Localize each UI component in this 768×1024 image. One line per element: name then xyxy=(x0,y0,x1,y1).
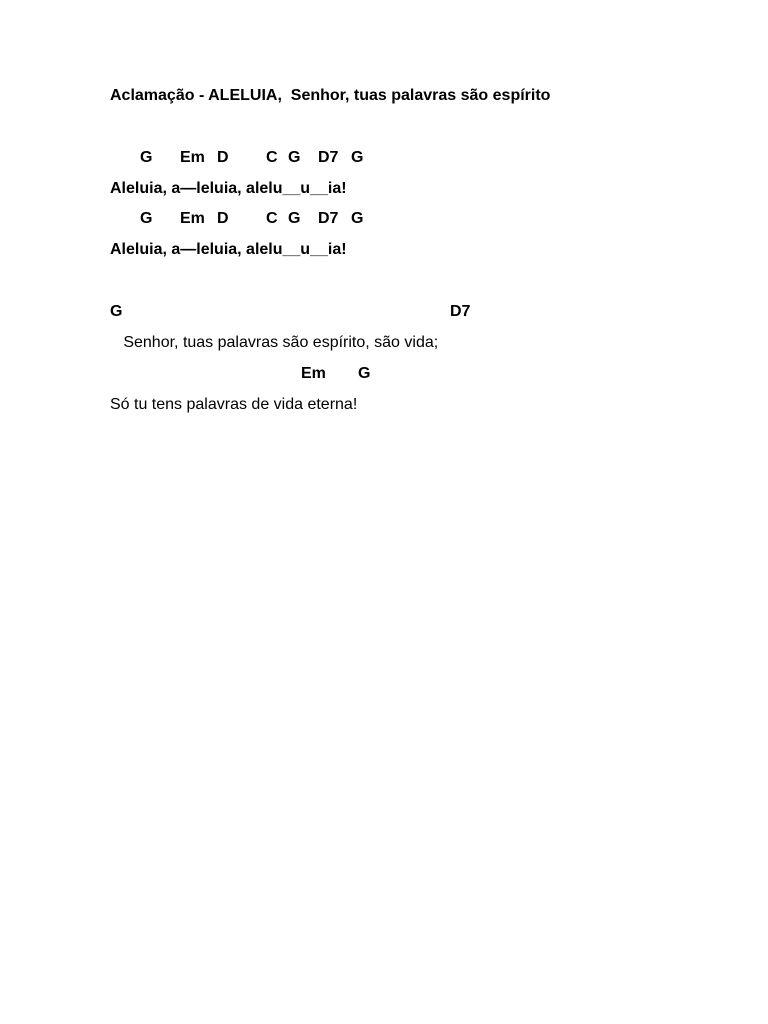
chord: C xyxy=(266,210,278,227)
chord: D xyxy=(217,149,229,166)
chord: G xyxy=(351,210,364,227)
lyric-line: Aleluia, a—leluia, alelu__u__ia! xyxy=(110,241,347,258)
chord: G xyxy=(358,365,371,382)
chord: Em xyxy=(180,210,205,227)
chord: G xyxy=(351,149,364,166)
chord: D7 xyxy=(318,210,339,227)
chord: Em xyxy=(180,149,205,166)
chord: Em xyxy=(301,365,326,382)
chord: C xyxy=(266,149,278,166)
lyric-line: Senhor, tuas palavras são espírito, são vida; xyxy=(110,334,439,351)
chord: D xyxy=(217,210,229,227)
chord: G xyxy=(140,210,153,227)
page-title: Aclamação - ALELUIA, Senhor, tuas palavras são espírito xyxy=(110,87,551,104)
chord: G xyxy=(110,303,123,320)
chord: D7 xyxy=(318,149,339,166)
chord: G xyxy=(288,210,301,227)
chord: G xyxy=(140,149,153,166)
chord: D7 xyxy=(450,303,471,320)
chord: G xyxy=(288,149,301,166)
lyric-line: Aleluia, a—leluia, alelu__u__ia! xyxy=(110,180,347,197)
lyric-line: Só tu tens palavras de vida eterna! xyxy=(110,396,358,413)
